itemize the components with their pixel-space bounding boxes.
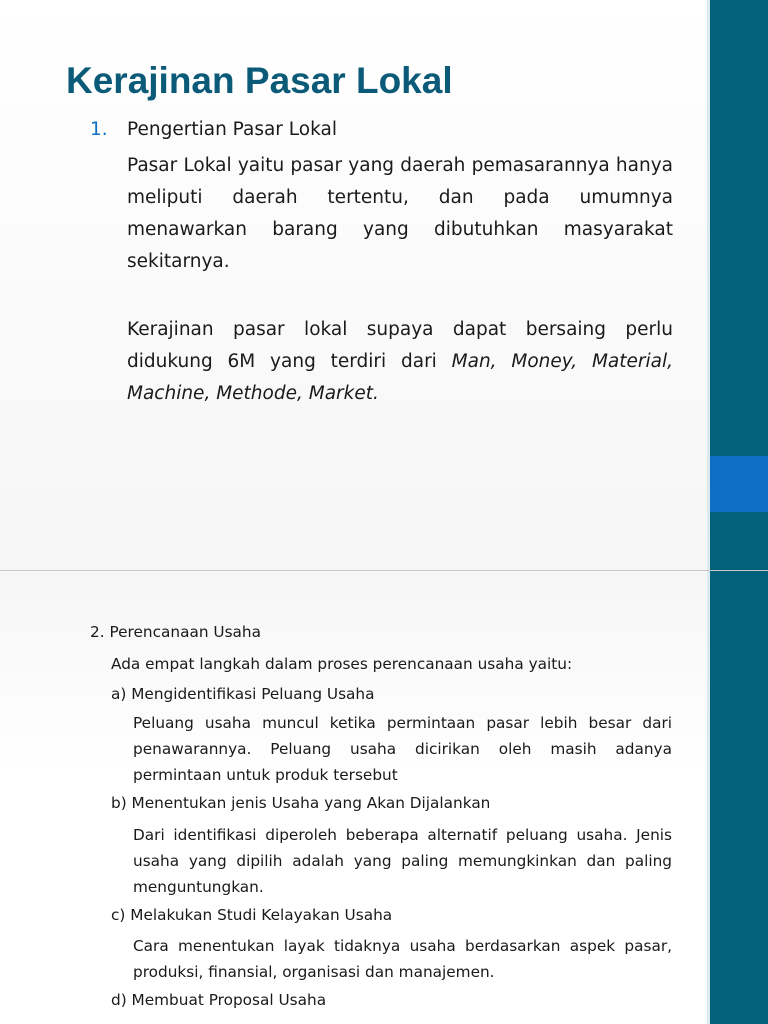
side-band-accent bbox=[710, 456, 768, 512]
step-label: b) Menentukan jenis Usaha yang Akan Dijalankan bbox=[111, 794, 491, 812]
step-label: d) Membuat Proposal Usaha bbox=[111, 991, 327, 1009]
six-m-list: Man, Money, Material, Machine, Methode, Market. bbox=[127, 351, 673, 404]
section-heading: Pengertian Pasar Lokal bbox=[127, 119, 337, 140]
slide-title: Kerajinan Pasar Lokal bbox=[66, 60, 453, 101]
definition-paragraph: Pasar Lokal yaitu pasar yang daerah pemasarannya hanya meliputi daerah tertentu, dan pada umumnya menawarkan barang yang dibutuhkan masyarakat sekitarnya. bbox=[127, 155, 673, 272]
six-m-text: Kerajinan pasar lokal supaya dapat bersaing perlu didukung 6M yang terdiri dari bbox=[127, 319, 673, 372]
step-label: c) Melakukan Studi Kelayakan Usaha bbox=[111, 906, 393, 924]
step-description: Dari identifikasi diperoleh beberapa alternatif peluang usaha. Jenis usaha yang dipilih adalah yang paling memungkinkan dan paling menguntungkan. bbox=[133, 826, 672, 896]
intro-text: Ada empat langkah dalam proses perencanaan usaha yaitu: bbox=[111, 655, 573, 673]
slide-2 bbox=[0, 571, 768, 1024]
step-description: Cara menentukan layak tidaknya usaha berdasarkan aspek pasar, produksi, finansial, organisasi dan manajemen. bbox=[133, 937, 672, 981]
section-heading: 2. Perencanaan Usaha bbox=[90, 623, 261, 641]
six-m-paragraph bbox=[127, 314, 673, 410]
side-band bbox=[710, 571, 768, 1024]
list-number: 1. bbox=[90, 119, 108, 140]
step-description: Peluang usaha muncul ketika permintaan pasar lebih besar dari penawarannya. Peluang usaha dicirikan oleh masih adanya permintaan untuk produk tersebut bbox=[133, 714, 672, 784]
step-label: a) Mengidentifikasi Peluang Usaha bbox=[111, 685, 375, 703]
